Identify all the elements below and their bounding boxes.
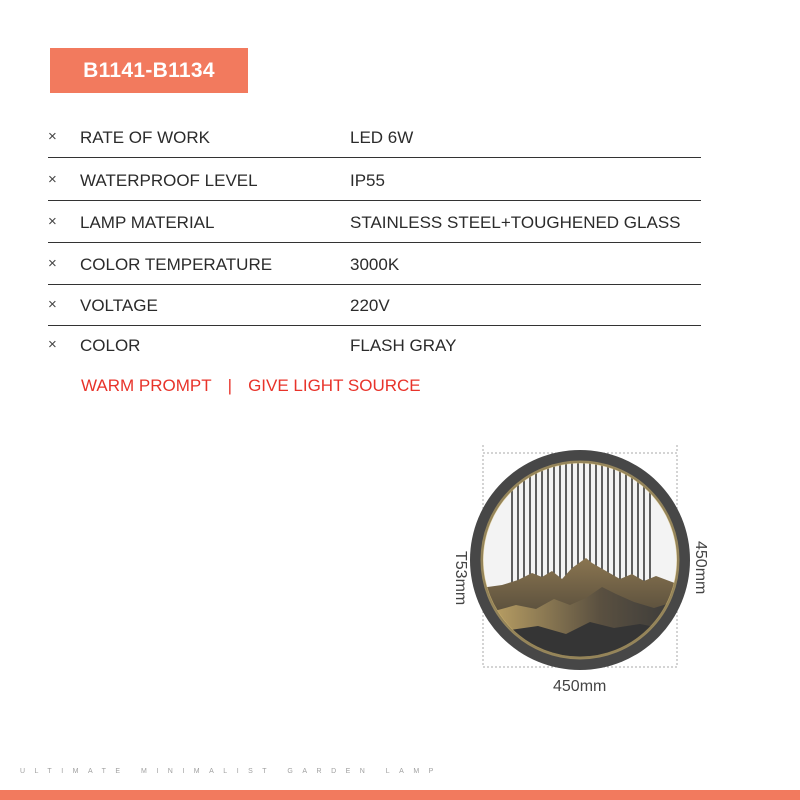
spec-value: STAINLESS STEEL+TOUGHENED GLASS xyxy=(350,213,681,232)
light-source-note: GIVE LIGHT SOURCE xyxy=(248,376,421,395)
spec-row-voltage xyxy=(0,286,800,326)
bullet-x-icon: × xyxy=(48,128,57,145)
spec-value: FLASH GRAY xyxy=(350,336,457,355)
spec-label: LAMP MATERIAL xyxy=(80,213,215,232)
dimension-height-label: 450mm xyxy=(692,541,709,595)
lamp-dimension-drawing xyxy=(440,440,720,680)
bullet-x-icon: × xyxy=(48,255,57,272)
spec-row-color-temperature xyxy=(0,245,800,285)
row-divider xyxy=(48,284,701,285)
spec-label: COLOR xyxy=(80,336,141,355)
warm-prompt-line xyxy=(81,376,421,396)
spec-value: IP55 xyxy=(350,171,385,190)
row-divider xyxy=(48,200,701,201)
bullet-x-icon: × xyxy=(48,213,57,230)
warm-prompt-label: WARM PROMPT xyxy=(81,376,212,395)
spec-label: WATERPROOF LEVEL xyxy=(80,171,258,190)
row-divider xyxy=(48,157,701,158)
lamp-image xyxy=(470,450,690,670)
spec-label: VOLTAGE xyxy=(80,296,158,315)
spec-value: LED 6W xyxy=(350,128,414,147)
row-divider xyxy=(48,242,701,243)
bullet-x-icon: × xyxy=(48,336,57,353)
bullet-x-icon: × xyxy=(48,296,57,313)
spec-row-waterproof-level xyxy=(0,161,800,201)
spec-row-rate-of-work xyxy=(0,118,800,158)
footer-tagline: ULTIMATE MINIMALIST GARDEN LAMP xyxy=(20,768,443,775)
prompt-separator: | xyxy=(227,376,233,395)
dimension-width-label: 450mm xyxy=(553,678,607,695)
bullet-x-icon: × xyxy=(48,171,57,188)
spec-row-lamp-material xyxy=(0,203,800,243)
dimension-thickness-label: T53mm xyxy=(452,551,469,606)
footer-accent-bar xyxy=(0,790,800,800)
spec-value: 220V xyxy=(350,296,390,315)
spec-row-color xyxy=(0,326,800,366)
spec-label: RATE OF WORK xyxy=(80,128,211,147)
spec-value: 3000K xyxy=(350,255,400,274)
model-code-badge: B1141-B1134 xyxy=(50,48,248,93)
spec-label: COLOR TEMPERATURE xyxy=(80,255,273,274)
